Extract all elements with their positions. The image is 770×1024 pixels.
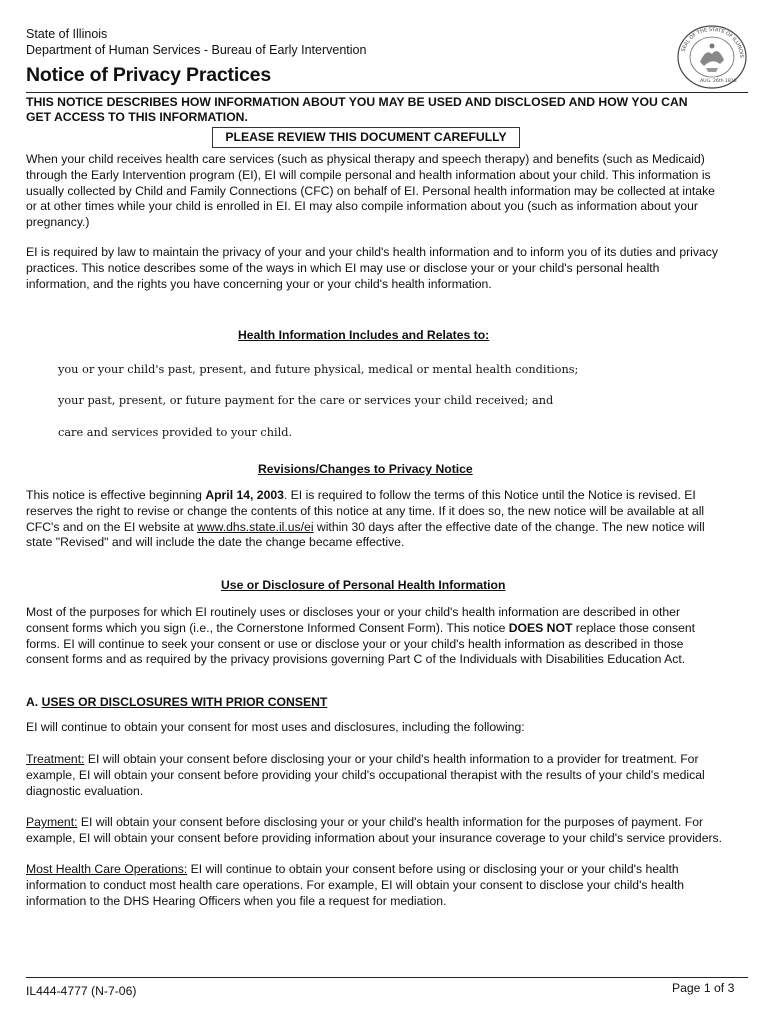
text-line: information to the DHS Hearing Officers when you file a request for mediation. [26, 893, 447, 908]
text-line [26, 621, 748, 637]
page-number: Page 1 of 3 [672, 981, 735, 995]
text-span: EI will obtain your consent before disclosing your or your child's health information for the purposes of payment. For [77, 815, 704, 829]
page-title: Notice of Privacy Practices [26, 64, 271, 86]
text-line [26, 752, 748, 768]
text-line: example, EI will obtain your consent before providing your child's occupational therapist with the results of your child's medical [26, 767, 705, 782]
text-span: consent forms which you sign (i.e., the Cornerstone Informed Consent Form). This notice [26, 620, 509, 635]
emphasis-text: DOES NOT [508, 620, 573, 635]
text-line [26, 862, 748, 878]
treatment-label: Treatment: [26, 752, 85, 766]
text-line: diagnostic evaluation. [26, 783, 144, 798]
notice-caps-line-1: THIS NOTICE DESCRIBES HOW INFORMATION ABOUT YOU MAY BE USED AND DISCLOSED AND HOW YOU CAN [26, 95, 688, 109]
seal-date: AUG. 26th 1818 [700, 79, 737, 84]
notice-caps-line-2: GET ACCESS TO THIS INFORMATION. [26, 110, 248, 124]
state-name: State of Illinois [26, 27, 108, 41]
health-info-item: you or your child's past, present, and future physical, medical or mental health conditions; [58, 363, 579, 376]
text-line: through the Early Intervention program (EI), EI will compile personal and health information about your child. This information is [26, 167, 711, 182]
revisions-heading: Revisions/Changes to Privacy Notice [258, 462, 473, 476]
use-disclosure-paragraph [26, 605, 748, 668]
operations-label: Most Health Care Operations: [26, 862, 188, 876]
section-a-label: A. [26, 695, 42, 709]
text-line: consent forms and as required by the privacy provisions governing Part C of the Individuals with Disabilities Education Act. [26, 652, 686, 667]
text-span: EI will obtain your consent before disclosing your or your child's health information to a provider for treatment. For [84, 752, 699, 766]
text-line: forms. EI will continue to seek your consent or use or disclose your or your child's health information as described in those [26, 636, 684, 651]
text-line: pregnancy.) [26, 215, 90, 230]
text-line: Most of the purposes for which EI routinely uses or discloses your or your child's health information are described in other [26, 605, 681, 619]
payment-label: Payment: [26, 815, 78, 829]
operations-paragraph [26, 862, 748, 909]
payment-paragraph [26, 815, 748, 847]
review-notice-box: PLEASE REVIEW THIS DOCUMENT CAREFULLY [212, 127, 520, 148]
effective-date: April 14, 2003 [205, 488, 284, 502]
state-seal-icon [676, 24, 748, 90]
text-line: or at other times while your child is enrolled in EI. EI may also compile information about you (such as information about your [26, 199, 698, 214]
footer-divider [26, 977, 748, 978]
section-a-intro: EI will continue to obtain your consent for most uses and disclosures, including the following: [26, 720, 525, 734]
text-line: state "Revised" and will include the date the change became effective. [26, 535, 405, 550]
text-line [26, 520, 748, 536]
text-line: practices. This notice describes some of the ways in which EI may use or disclose your or your child's personal health [26, 260, 660, 275]
form-id: IL444-4777 (N-7-06) [26, 984, 137, 998]
text-span: . EI is required to follow the terms of this Notice until the Notice is revised. EI [283, 488, 696, 502]
text-line [26, 488, 748, 504]
intro-paragraph-1 [26, 152, 748, 231]
text-span: CFC's and on the EI website at [26, 519, 198, 534]
health-info-item: your past, present, or future payment for the care or services your child received; and [58, 394, 554, 407]
health-info-item: care and services provided to your child. [58, 426, 293, 439]
text-line: usually collected by Child and Family Connections (CFC) on behalf of EI. Personal health information may be collected at intake [26, 183, 715, 198]
intro-paragraph-2 [26, 245, 748, 292]
health-info-heading: Health Information Includes and Relates to: [238, 328, 490, 342]
text-line: information to conduct most health care operations. For example, EI will obtain your consent to disclose your child's health [26, 877, 685, 892]
revisions-paragraph [26, 488, 748, 551]
seal-text: SEAL OF THE STATE OF ILLINOIS [680, 26, 745, 58]
section-a-title: USES OR DISCLOSURES WITH PRIOR CONSENT [41, 695, 328, 709]
text-line: information, and the rights you have concerning your or your child's health information. [26, 276, 492, 291]
header-divider [26, 92, 748, 93]
text-line: When your child receives health care services (such as physical therapy and speech therapy) and benefits (such as Medicaid) [26, 152, 705, 166]
text-line: reserves the right to revise or change the contents of this notice at any time. If it does so, the new notice will be available at all [26, 503, 705, 518]
department-name: Department of Human Services - Bureau of Early Intervention [26, 43, 367, 57]
text-line: example, EI will obtain your consent before providing information about your insurance coverage to your child's service providers. [26, 830, 723, 845]
text-line [26, 815, 748, 831]
ei-website-link[interactable]: www.dhs.state.il.us/ei [197, 519, 314, 534]
text-span: within 30 days after the effective date of the change. The new notice will [313, 519, 705, 534]
text-line: EI is required by law to maintain the privacy of your and your child's health information and to inform you of its duties and privacy [26, 245, 718, 259]
text-span: replace those consent [572, 620, 696, 635]
use-disclosure-heading: Use or Disclosure of Personal Health Information [221, 578, 506, 592]
section-a-heading [26, 695, 327, 709]
text-span: EI will continue to obtain your consent before using or disclosing your or your child's health [187, 862, 679, 876]
text-span: This notice is effective beginning [26, 488, 206, 502]
treatment-paragraph [26, 752, 748, 799]
